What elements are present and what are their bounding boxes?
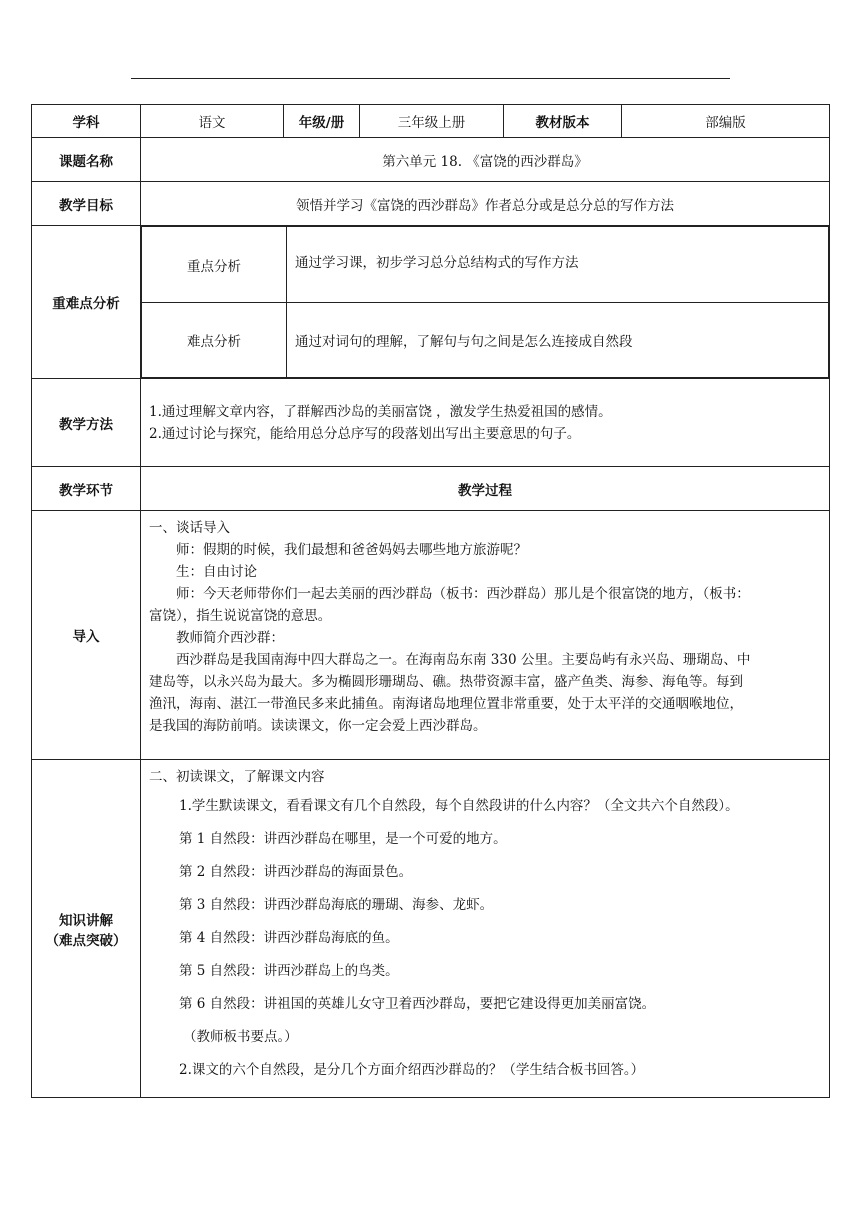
grade-label: 年级/册 <box>284 105 360 138</box>
knowledge-content <box>141 760 830 1098</box>
edition-label: 教材版本 <box>504 105 622 138</box>
intro-content <box>141 511 830 760</box>
section-process-label: 教学过程 <box>141 467 830 511</box>
method-content <box>141 379 830 467</box>
method-line-1: 1.通过理解文章内容，了群解西沙岛的美丽富饶 ，激发学生热爱祖国的感情。 <box>149 403 612 420</box>
goal-value: 领悟并学习《富饶的西沙群岛》作者总分或是总分总的写作方法 <box>141 182 830 226</box>
knowledge-line: 2.课文的六个自然段，是分几个方面介绍西沙群岛的？（学生结合板书回答。） <box>179 1062 645 1078</box>
lesson-plan-table <box>31 104 830 1098</box>
analysis-row <box>32 226 830 379</box>
knowledge-line: 第 4 自然段：讲西沙群岛海底的鱼。 <box>179 930 399 946</box>
knowledge-line: 第 2 自然段：讲西沙群岛的海面景色。 <box>179 864 413 880</box>
knowledge-line: 第 5 自然段：讲西沙群岛上的鸟类。 <box>179 963 399 979</box>
analysis-label: 重难点分析 <box>32 226 141 379</box>
intro-line: 师：今天老师带你们一起去美丽的西沙群岛（板书：西沙群岛）那儿是个很富饶的地方，（板书： <box>176 586 750 602</box>
difficulty-value: 通过对词句的理解，了解句与句之间是怎么连接成自然段 <box>287 303 829 378</box>
header-row <box>32 105 830 138</box>
intro-row <box>32 511 830 760</box>
topic-label: 课题名称 <box>32 138 141 182</box>
goal-label: 教学目标 <box>32 182 141 226</box>
knowledge-line: 第 1 自然段：讲西沙群岛在哪里，是一个可爱的地方。 <box>179 831 507 847</box>
knowledge-line: 1.学生默读课文，看看课文有几个自然段，每个自然段讲的什么内容？（全文共六个自然段）。 <box>179 798 739 814</box>
intro-title: 一、谈话导入 <box>149 520 230 536</box>
knowledge-row <box>32 760 830 1098</box>
knowledge-line: 第 6 自然段：讲祖国的英雄儿女守卫着西沙群岛，要把它建设得更加美丽富饶。 <box>179 996 656 1012</box>
goal-row <box>32 182 830 226</box>
method-line-2: 2.通过讨论与探究，能给用总分总序写的段落划出写出主要意思的句子。 <box>149 425 581 442</box>
section-stage-label: 教学环节 <box>32 467 141 511</box>
knowledge-label-line1: 知识讲解 <box>59 912 113 929</box>
key-point-value: 通过学习课，初步学习总分总结构式的写作方法 <box>287 227 829 303</box>
knowledge-line: （教师板书要点。） <box>183 1029 298 1045</box>
intro-line: 渔汛，海南、湛江一带渔民多来此捕鱼。南海诸岛地理位置非常重要，处于太平洋的交通咽喉地位， <box>149 696 743 712</box>
method-label: 教学方法 <box>32 379 141 467</box>
difficulty-label: 难点分析 <box>142 303 287 378</box>
topic-value: 第六单元 18. 《富饶的西沙群岛》 <box>141 138 830 182</box>
intro-line: 是我国的海防前哨。读读课文，你一定会爱上西沙群岛。 <box>149 718 487 734</box>
knowledge-title: 二、初读课文，了解课文内容 <box>149 769 325 785</box>
analysis-subtable <box>141 226 829 378</box>
header-rule <box>131 78 730 79</box>
section-header-row <box>32 467 830 511</box>
intro-line: 建岛等，以永兴岛为最大。多为椭圆形珊瑚岛、礁。热带资源丰富，盛产鱼类、海参、海龟等。每到 <box>149 674 743 690</box>
edition-value: 部编版 <box>622 105 830 138</box>
method-row <box>32 379 830 467</box>
intro-line: 生：自由讨论 <box>176 564 257 580</box>
knowledge-line: 第 3 自然段：讲西沙群岛海底的珊瑚、海参、龙虾。 <box>179 897 494 913</box>
knowledge-label <box>32 760 141 1098</box>
intro-line: 西沙群岛是我国南海中四大群岛之一。在海南岛东南 330 公里。主要岛屿有永兴岛、珊瑚岛、中 <box>176 652 751 668</box>
intro-line: 富饶），指生说说富饶的意思。 <box>149 608 332 624</box>
subject-value: 语文 <box>141 105 284 138</box>
intro-line: 师：假期的时候，我们最想和爸爸妈妈去哪些地方旅游呢？ <box>176 542 527 558</box>
knowledge-label-line2: （难点突破） <box>45 932 127 949</box>
key-point-label: 重点分析 <box>142 227 287 303</box>
intro-line: 教师简介西沙群： <box>176 630 284 646</box>
subject-label: 学科 <box>32 105 141 138</box>
topic-row <box>32 138 830 182</box>
intro-label: 导入 <box>32 511 141 760</box>
grade-value: 三年级上册 <box>360 105 504 138</box>
